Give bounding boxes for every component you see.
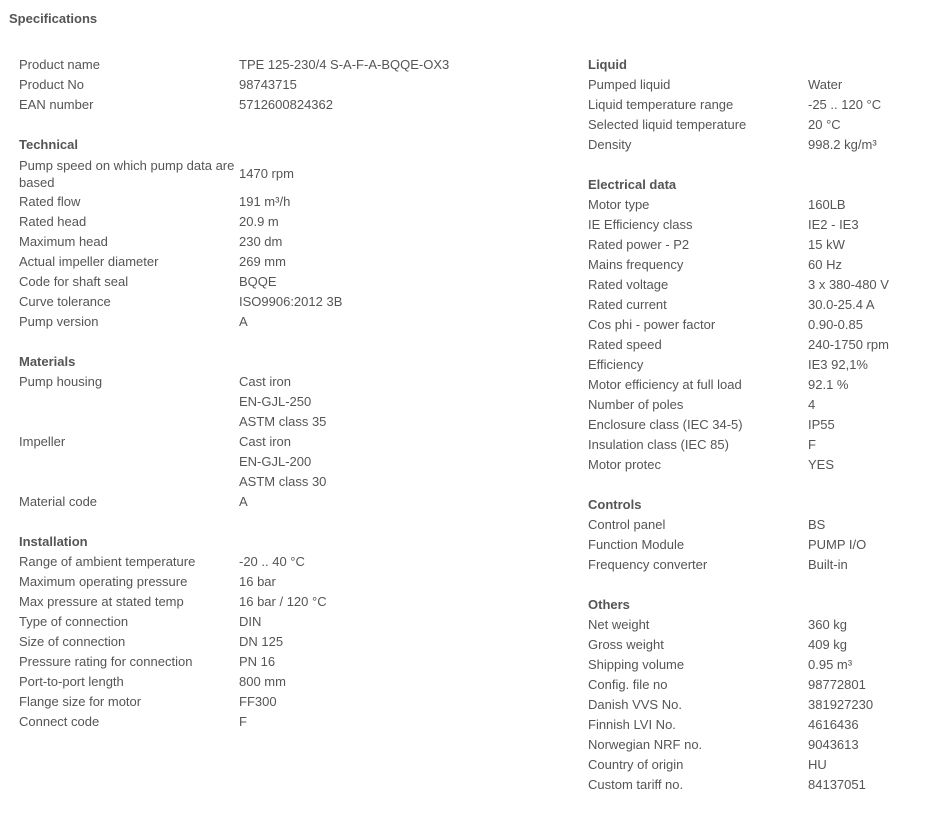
spec-value: YES (808, 457, 835, 472)
spec-section-product (19, 55, 559, 115)
spec-label: Actual impeller diameter (19, 254, 159, 269)
spec-value: -25 .. 120 °C (808, 97, 882, 112)
spec-values (808, 75, 923, 95)
spec-value: 16 bar / 120 °C (239, 594, 327, 609)
spec-label: Curve tolerance (19, 294, 111, 309)
spec-value: PN 16 (239, 654, 276, 669)
spec-row-type-of-connection (19, 612, 559, 632)
spec-row-selected-liquid-temperature (588, 115, 923, 135)
spec-values (808, 535, 923, 555)
spec-label: Max pressure at stated temp (19, 594, 184, 609)
spec-row-rated-voltage (588, 275, 923, 295)
spec-section-installation (19, 532, 559, 732)
spec-section-liquid (588, 55, 923, 155)
spec-label: Pump housing (19, 374, 103, 389)
spec-row-config-file-no (588, 675, 923, 695)
spec-value: 230 dm (239, 234, 283, 249)
spec-values (239, 552, 559, 572)
spec-value: -20 .. 40 °C (239, 554, 305, 569)
spec-value: 381927230 (808, 697, 874, 712)
spec-label: Function Module (588, 537, 685, 552)
spec-row-rated-flow (19, 192, 559, 212)
spec-values (239, 75, 559, 95)
specs-left-column (19, 55, 559, 752)
spec-label: Config. file no (588, 677, 668, 692)
spec-label: Mains frequency (588, 257, 684, 272)
spec-row-flange-size-for-motor (19, 692, 559, 712)
spec-value: 98743715 (239, 77, 297, 92)
spec-label: Product name (19, 57, 100, 72)
spec-values (808, 635, 923, 655)
spec-row-enclosure-class-iec-34-5 (588, 415, 923, 435)
spec-values (808, 615, 923, 635)
spec-row-motor-protec (588, 455, 923, 475)
spec-row-control-panel (588, 515, 923, 535)
spec-value: 0.90-0.85 (808, 317, 863, 332)
spec-value: DIN (239, 614, 262, 629)
spec-value: EN-GJL-250 (239, 394, 312, 409)
spec-value: 360 kg (808, 617, 848, 632)
spec-row-number-of-poles (588, 395, 923, 415)
spec-value: 92.1 % (808, 377, 849, 392)
spec-label: Rated speed (588, 337, 662, 352)
spec-values (808, 135, 923, 155)
spec-row-product-name (19, 55, 559, 75)
spec-row-frequency-converter (588, 555, 923, 575)
spec-row-custom-tariff-no (588, 775, 923, 795)
spec-label: Rated voltage (588, 277, 669, 292)
spec-values (808, 395, 923, 415)
spec-value: 20 °C (808, 117, 841, 132)
spec-row-function-module (588, 535, 923, 555)
spec-label: Enclosure class (IEC 34-5) (588, 417, 743, 432)
spec-label: Flange size for motor (19, 694, 142, 709)
spec-label: Maximum operating pressure (19, 574, 188, 589)
spec-label: Net weight (588, 617, 650, 632)
spec-value: 60 Hz (808, 257, 842, 272)
spec-values (239, 232, 559, 252)
spec-value: 5712600824362 (239, 97, 333, 112)
spec-values (808, 275, 923, 295)
spec-values (239, 292, 559, 312)
spec-value: DN 125 (239, 634, 284, 649)
spec-label: Motor efficiency at full load (588, 377, 742, 392)
spec-row-port-to-port-length (19, 672, 559, 692)
spec-value: 16 bar (239, 574, 276, 589)
spec-row-efficiency (588, 355, 923, 375)
spec-label: Pressure rating for connection (19, 654, 193, 669)
spec-value: 160LB (808, 197, 846, 212)
section-title: Controls (588, 497, 642, 512)
spec-values (808, 455, 923, 475)
spec-values (239, 652, 559, 672)
spec-values (808, 195, 923, 215)
spec-values (239, 612, 559, 632)
spec-row-motor-type (588, 195, 923, 215)
spec-value: ASTM class 30 (239, 474, 327, 489)
spec-row-actual-impeller-diameter (19, 252, 559, 272)
spec-row-liquid-temperature-range (588, 95, 923, 115)
spec-value: 4616436 (808, 717, 859, 732)
spec-value: F (239, 714, 247, 729)
section-title: Others (588, 597, 630, 612)
section-title: Materials (19, 354, 76, 369)
spec-section-controls (588, 495, 923, 575)
spec-values (808, 215, 923, 235)
spec-label: EAN number (19, 97, 94, 112)
spec-label: Size of connection (19, 634, 126, 649)
spec-value: 0.95 m³ (808, 657, 853, 672)
spec-value: FF300 (239, 694, 277, 709)
spec-label: Rated head (19, 214, 87, 229)
spec-value: Built-in (808, 557, 848, 572)
spec-label: Liquid temperature range (588, 97, 734, 112)
spec-row-pump-housing (19, 372, 559, 432)
spec-value: 4 (808, 397, 816, 412)
spec-label: Number of poles (588, 397, 684, 412)
spec-row-gross-weight (588, 635, 923, 655)
section-title: Installation (19, 534, 88, 549)
spec-row-rated-head (19, 212, 559, 232)
spec-value: 240-1750 rpm (808, 337, 889, 352)
section-title: Liquid (588, 57, 627, 72)
spec-value: 191 m³/h (239, 194, 291, 209)
spec-values (808, 695, 923, 715)
spec-row-finnish-lvi-no (588, 715, 923, 735)
spec-values (239, 632, 559, 652)
spec-values (239, 372, 559, 432)
spec-row-motor-efficiency-at-full-load (588, 375, 923, 395)
spec-label: Port-to-port length (19, 674, 124, 689)
spec-values (808, 355, 923, 375)
spec-values (808, 555, 923, 575)
spec-values (239, 692, 559, 712)
spec-values (239, 272, 559, 292)
spec-values (239, 592, 559, 612)
spec-values (239, 155, 559, 192)
spec-row-maximum-head (19, 232, 559, 252)
specs-right-column (588, 55, 923, 815)
spec-row-curve-tolerance (19, 292, 559, 312)
spec-row-rated-power-p2 (588, 235, 923, 255)
spec-row-density (588, 135, 923, 155)
spec-values (808, 295, 923, 315)
spec-value: 84137051 (808, 777, 866, 792)
spec-values (808, 415, 923, 435)
spec-label: Motor type (588, 197, 650, 212)
spec-label: Selected liquid temperature (588, 117, 747, 132)
spec-value: IE3 92,1% (808, 357, 868, 372)
spec-label: Type of connection (19, 614, 129, 629)
spec-label: Insulation class (IEC 85) (588, 437, 729, 452)
spec-label: Pump version (19, 314, 99, 329)
spec-value: 98772801 (808, 677, 866, 692)
spec-row-rated-current (588, 295, 923, 315)
spec-label: Frequency converter (588, 557, 708, 572)
spec-values (808, 375, 923, 395)
spec-values (808, 235, 923, 255)
spec-value: 15 kW (808, 237, 845, 252)
spec-value: ISO9906:2012 3B (239, 294, 343, 309)
spec-row-pump-speed-on-which-pump-data-are-based (19, 155, 559, 192)
spec-value: 3 x 380-480 V (808, 277, 889, 292)
spec-value: A (239, 494, 248, 509)
section-title: Electrical data (588, 177, 677, 192)
spec-values (808, 335, 923, 355)
spec-label: Maximum head (19, 234, 108, 249)
spec-value: Cast iron (239, 374, 292, 389)
spec-label: Custom tariff no. (588, 777, 684, 792)
spec-row-product-no (19, 75, 559, 95)
spec-value: BS (808, 517, 826, 532)
spec-row-mains-frequency (588, 255, 923, 275)
spec-label: Control panel (588, 517, 666, 532)
spec-values (808, 115, 923, 135)
spec-row-pressure-rating-for-connection (19, 652, 559, 672)
spec-row-max-pressure-at-stated-temp (19, 592, 559, 612)
spec-values (239, 95, 559, 115)
spec-row-connect-code (19, 712, 559, 732)
spec-value: HU (808, 757, 827, 772)
spec-values (808, 755, 923, 775)
spec-values (239, 312, 559, 332)
spec-value: 30.0-25.4 A (808, 297, 875, 312)
spec-values (239, 712, 559, 732)
spec-label: Rated current (588, 297, 667, 312)
spec-values (239, 672, 559, 692)
spec-value: 269 mm (239, 254, 286, 269)
spec-value: 998.2 kg/m³ (808, 137, 877, 152)
spec-label: Range of ambient temperature (19, 554, 196, 569)
spec-value: IP55 (808, 417, 835, 432)
spec-value: IE2 - IE3 (808, 217, 859, 232)
spec-label: Density (588, 137, 632, 152)
spec-row-maximum-operating-pressure (19, 572, 559, 592)
spec-section-others (588, 595, 923, 795)
spec-value: 409 kg (808, 637, 848, 652)
spec-row-pumped-liquid (588, 75, 923, 95)
spec-section-materials (19, 352, 559, 512)
spec-values (239, 492, 559, 512)
spec-values (808, 255, 923, 275)
spec-row-pump-version (19, 312, 559, 332)
spec-values (239, 432, 559, 492)
spec-row-impeller (19, 432, 559, 492)
spec-label: Rated power - P2 (588, 237, 690, 252)
spec-row-shipping-volume (588, 655, 923, 675)
spec-row-danish-vvs-no (588, 695, 923, 715)
spec-label: IE Efficiency class (588, 217, 693, 232)
spec-values (808, 95, 923, 115)
spec-section-electrical-data (588, 175, 923, 475)
spec-row-country-of-origin (588, 755, 923, 775)
spec-values (808, 315, 923, 335)
spec-value: 1470 rpm (239, 165, 294, 181)
spec-values (808, 735, 923, 755)
spec-section-technical (19, 135, 559, 332)
spec-values (808, 675, 923, 695)
spec-row-rated-speed (588, 335, 923, 355)
spec-row-cos-phi-power-factor (588, 315, 923, 335)
spec-value: ASTM class 35 (239, 414, 327, 429)
spec-values (808, 515, 923, 535)
spec-values (808, 435, 923, 455)
spec-label: Code for shaft seal (19, 274, 129, 289)
spec-value: 800 mm (239, 674, 286, 689)
spec-values (239, 192, 559, 212)
spec-row-net-weight (588, 615, 923, 635)
spec-value: Cast iron (239, 434, 292, 449)
spec-values (239, 572, 559, 592)
spec-value: BQQE (239, 274, 277, 289)
spec-value: 9043613 (808, 737, 859, 752)
spec-value: TPE 125-230/4 S-A-F-A-BQQE-OX3 (239, 57, 450, 72)
spec-label: Danish VVS No. (588, 697, 682, 712)
spec-label: Shipping volume (588, 657, 685, 672)
spec-label: Efficiency (588, 357, 644, 372)
spec-row-insulation-class-iec-85 (588, 435, 923, 455)
spec-row-ean-number (19, 95, 559, 115)
spec-value: Water (808, 77, 843, 92)
spec-label: Material code (19, 494, 98, 509)
spec-label: Pump speed on which pump data are based (19, 158, 235, 190)
spec-row-norwegian-nrf-no (588, 735, 923, 755)
spec-row-size-of-connection (19, 632, 559, 652)
spec-value: 20.9 m (239, 214, 279, 229)
spec-values (808, 775, 923, 795)
spec-value: F (808, 437, 816, 452)
spec-row-ie-efficiency-class (588, 215, 923, 235)
spec-label: Connect code (19, 714, 100, 729)
spec-row-material-code (19, 492, 559, 512)
spec-values (808, 715, 923, 735)
spec-values (239, 55, 559, 75)
page-title: Specifications (9, 11, 98, 26)
spec-label: Product No (19, 77, 85, 92)
spec-values (239, 252, 559, 272)
spec-label: Pumped liquid (588, 77, 671, 92)
spec-label: Motor protec (588, 457, 661, 472)
spec-values (239, 212, 559, 232)
section-title: Technical (19, 137, 79, 152)
spec-label: Impeller (19, 434, 66, 449)
spec-label: Finnish LVI No. (588, 717, 676, 732)
spec-label: Rated flow (19, 194, 81, 209)
spec-label: Country of origin (588, 757, 684, 772)
spec-value: PUMP I/O (808, 537, 867, 552)
spec-label: Cos phi - power factor (588, 317, 716, 332)
spec-label: Norwegian NRF no. (588, 737, 703, 752)
spec-row-code-for-shaft-seal (19, 272, 559, 292)
spec-label: Gross weight (588, 637, 664, 652)
spec-values (808, 655, 923, 675)
spec-value: EN-GJL-200 (239, 454, 312, 469)
spec-value: A (239, 314, 248, 329)
spec-row-range-of-ambient-temperature (19, 552, 559, 572)
